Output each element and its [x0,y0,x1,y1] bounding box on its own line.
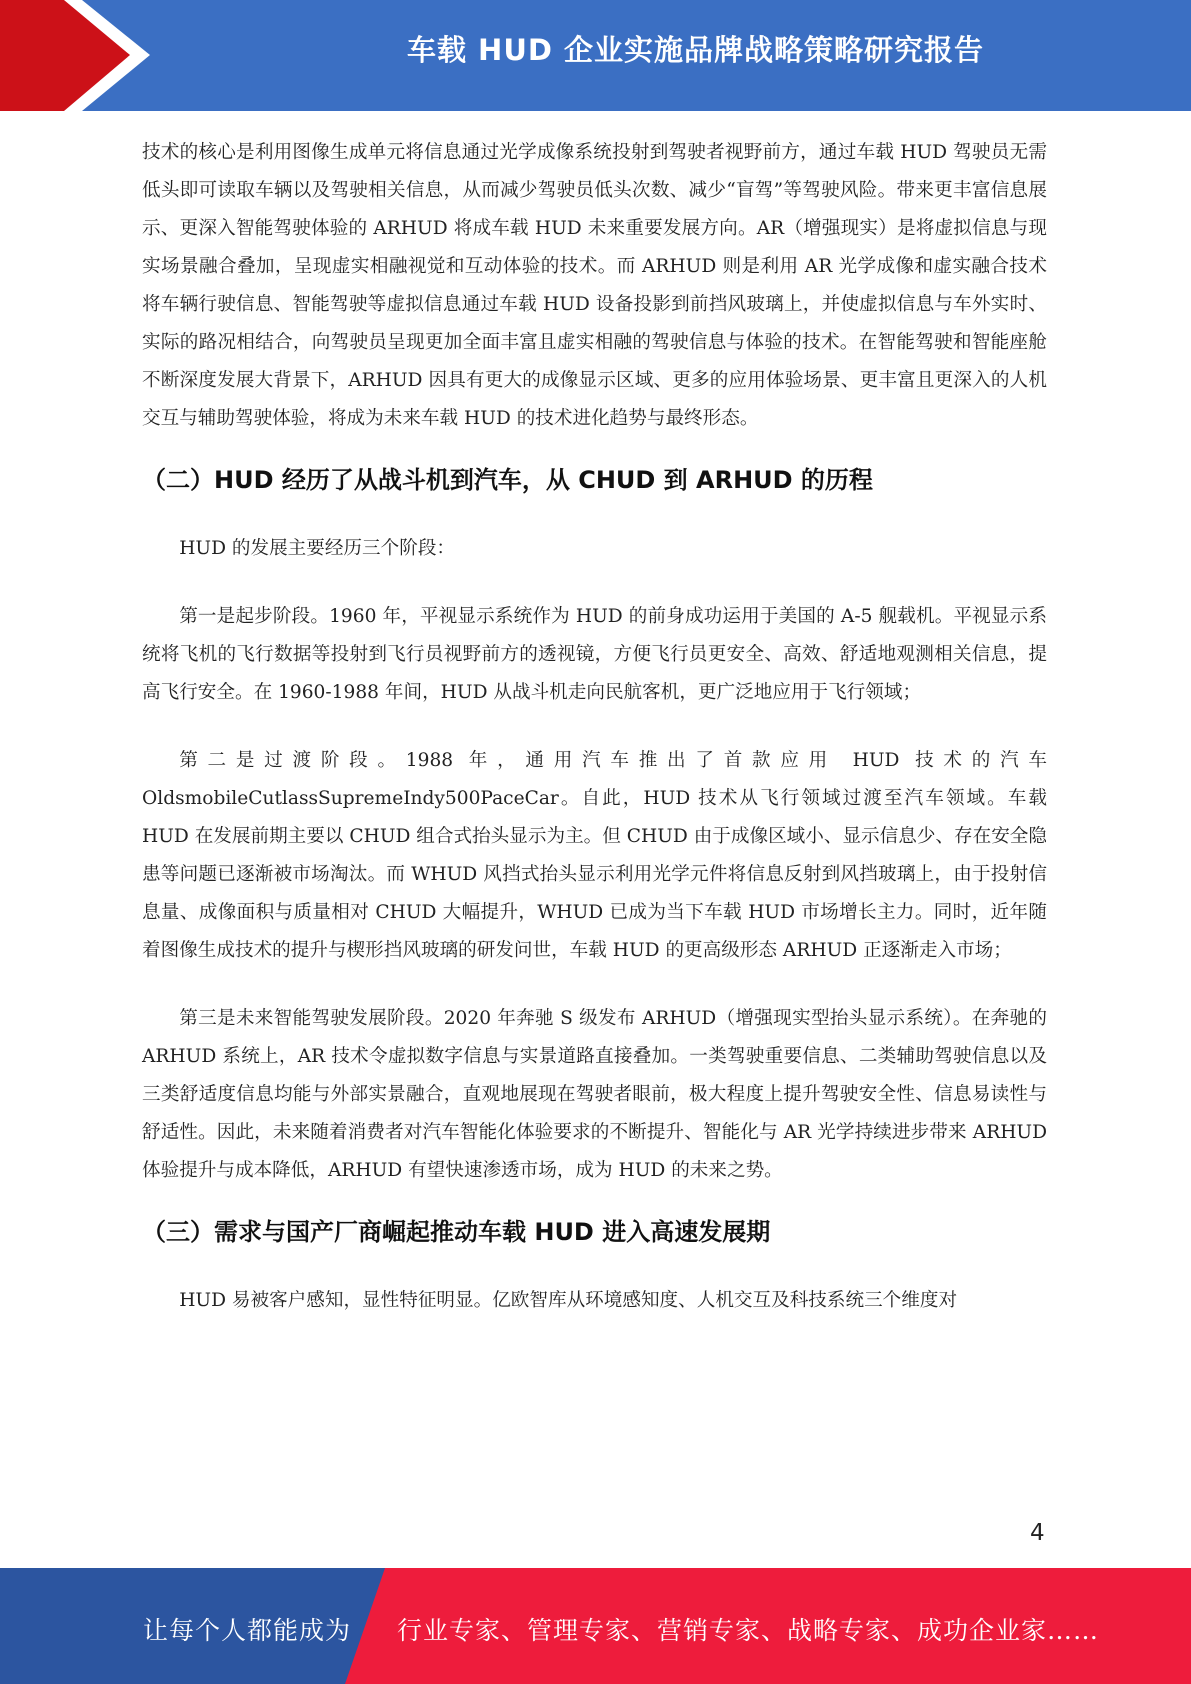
report-title: 车载 HUD 企业实施品牌战略策略研究报告 [406,33,985,67]
footer-slogan-left: 让每个人都能成为 [143,1616,352,1645]
stage-2-paragraph: 第二是过渡阶段。1988 年，通用汽车推出了首款应用 HUD 技术的汽车 OldsmobileCutlassSupremeIndy500PaceCar。自此，HUD 技术从飞行领域过渡至汽车领域。车载 HUD 在发展前期主要以 CHUD 组合式抬头显示为主。但 CHUD 由于成像区域小、显示信息少、存在安全隐患等问题已逐渐被市场淘汰。而 WHUD 风挡式抬头显示利用光学元件将信息反射到风挡玻璃上，由于投射信息量、成像面积与质量相对 CHUD 大幅提升，WHUD 已成为当下车载 HUD 市场增长主力。同时，近年随着图像生成技术的提升与楔形挡风玻璃的研发问世，车载 HUD 的更高级形态 ARHUD 正逐渐走入市场； [142,750,1047,961]
section-heading-3: （三）需求与国产厂商崛起推动车载 HUD 进入高速发展期 [142,1218,771,1246]
stage-1-paragraph: 第一是起步阶段。1960 年，平视显示系统作为 HUD 的前身成功运用于美国的 A-5 舰载机。平视显示系统将飞机的飞行数据等投射到飞行员视野前方的透视镜，方便飞行员更安全、高效、舒适地观测相关信息，提高飞行安全。在 1960-1988 年间，HUD 从战斗机走向民航客机，更广泛地应用于飞行领域； [142,606,1047,703]
section2-lead: HUD 的发展主要经历三个阶段： [179,538,456,559]
stage-3-paragraph: 第三是未来智能驾驶发展阶段。2020 年奔驰 S 级发布 ARHUD（增强现实型抬头显示系统）。在奔驰的 ARHUD 系统上，AR 技术令虚拟数字信息与实景道路直接叠加。一类驾驶重要信息、二类辅助驾驶信息以及三类舒适度信息均能与外部实景融合，直观地展现在驾驶者眼前，极大程度上提升驾驶安全性、信息易读性与舒适性。因此，未来随着消费者对汽车智能化体验要求的不断提升、智能化与 AR 光学持续进步带来 ARHUD 体验提升与成本降低，ARHUD 有望快速渗透市场，成为 HUD 的未来之势。 [142,1008,1047,1181]
page-header [0,0,1191,111]
section-heading-2: （二）HUD 经历了从战斗机到汽车，从 CHUD 到 ARHUD 的历程 [142,466,873,494]
footer-slogan-right: 行业专家、管理专家、营销专家、战略专家、成功企业家…… [397,1616,1100,1645]
section3-paragraph: HUD 易被客户感知，显性特征明显。亿欧智库从环境感知度、人机交互及科技系统三个维度对 [179,1290,958,1311]
intro-paragraph: 技术的核心是利用图像生成单元将信息通过光学成像系统投射到驾驶者视野前方，通过车载 HUD 驾驶员无需低头即可读取车辆以及驾驶相关信息，从而减少驾驶员低头次数、减少“盲驾”等驾驶风险。带来更丰富信息展示、更深入智能驾驶体验的 ARHUD 将成车载 HUD 未来重要发展方向。AR（增强现实）是将虚拟信息与现实场景融合叠加，呈现虚实相融视觉和互动体验的技术。而 ARHUD 则是利用 AR 光学成像和虚实融合技术将车辆行驶信息、智能驾驶等虚拟信息通过车载 HUD 设备投影到前挡风玻璃上，并使虚拟信息与车外实时、实际的路况相结合，向驾驶员呈现更加全面丰富且虚实相融的驾驶信息与体验的技术。在智能驾驶和智能座舱不断深度发展大背景下，ARHUD 因具有更大的成像显示区域、更多的应用体验场景、更丰富且更深入的人机交互与辅助驾驶体验，将成为未来车载 HUD 的技术进化趋势与最终形态。 [142,142,1047,429]
page-number: 4 [1030,1520,1045,1546]
header-arrow-decoration [0,0,160,111]
page-footer [0,1568,1191,1684]
document-body [142,134,1047,1320]
